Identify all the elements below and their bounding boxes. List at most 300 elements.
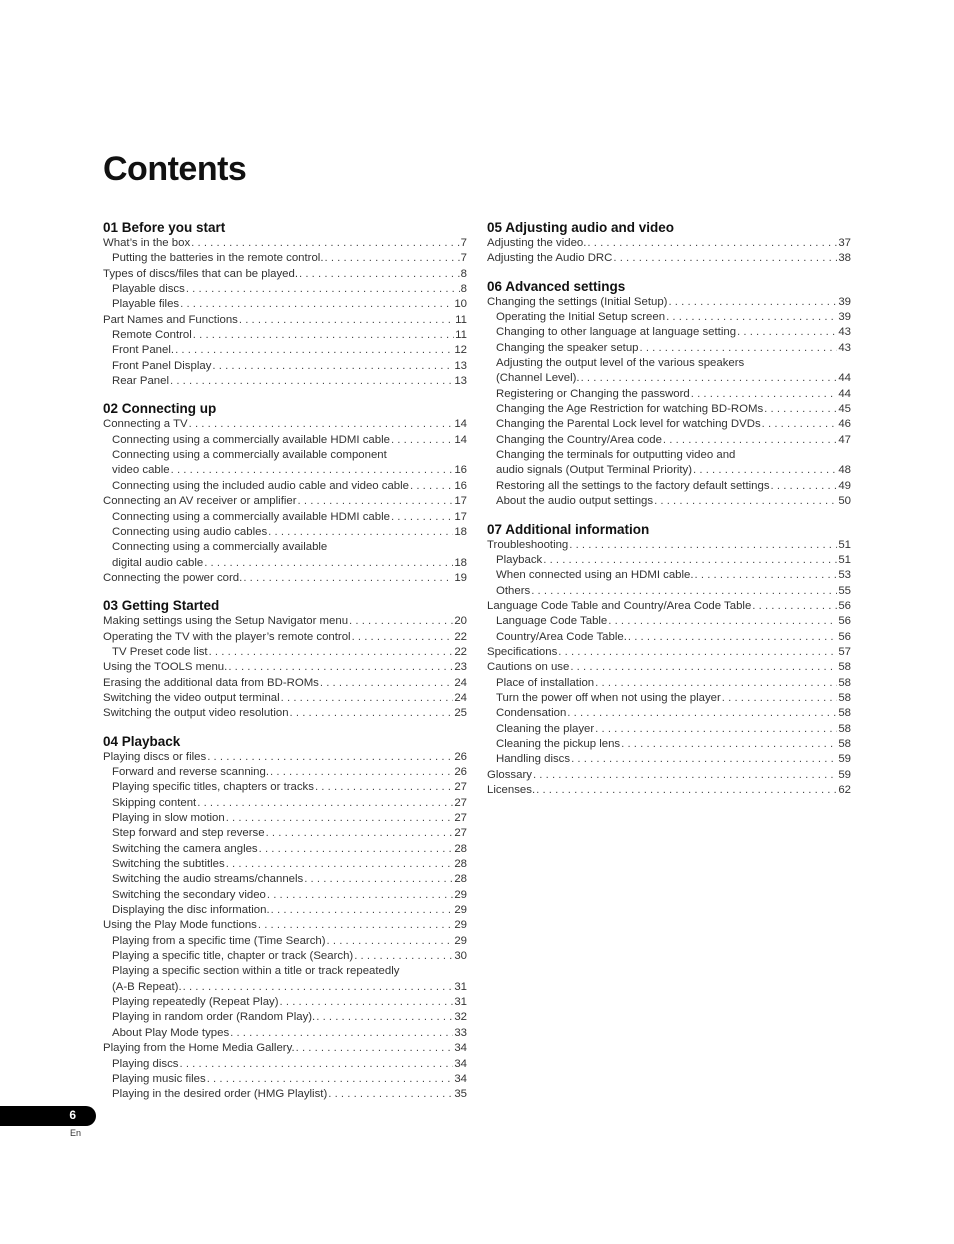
toc-entry[interactable] [103,949,467,964]
toc-entry[interactable] [103,494,467,509]
entry-page-number: 7 [460,252,467,265]
dot-leader [204,556,453,571]
entry-page-number: 11 [455,329,467,342]
entry-page-number: 33 [454,1026,467,1039]
entry-label: Playing in slow motion [112,812,225,824]
page-number: 6 [69,1108,76,1122]
entry-label: Using the Play Mode functions [103,919,257,932]
dot-leader [171,463,454,478]
entry-label: Playing discs [112,1057,179,1070]
entry-label: Using the TOOLS menu. [103,661,228,674]
entry-label: Place of installation [496,676,595,689]
section-title: 05 Adjusting audio and video [487,220,675,235]
entry-label: Connecting using a commercially available HDMI cable [112,510,390,523]
dot-leader [299,267,460,282]
entry-label: Playing a specific section within a title or track repeatedly [112,965,400,978]
entry-label: Playing from the Home Media Gallery. [103,1042,295,1055]
entry-label: Cleaning the player [496,722,595,735]
entry-page-number: 28 [454,873,467,886]
toc-entry[interactable] [487,310,851,325]
entry-label: About the audio output settings [496,495,654,508]
entry-page-number: 16 [454,464,467,477]
entry-page-number: 24 [454,691,467,704]
toc-entry[interactable] [103,313,467,328]
entry-label: Connecting using a commercially available [112,541,328,554]
entry-label: Cleaning the pickup lens [496,737,621,750]
toc-entry[interactable] [103,1010,467,1025]
toc-entry[interactable] [487,341,851,356]
toc-entry[interactable] [487,387,851,402]
toc-section [103,597,467,721]
entry-page-number: 62 [838,784,851,796]
toc-entry[interactable] [103,780,467,795]
dot-leader [695,568,838,583]
entry-label: Playing from a specific time (Time Search) [112,934,326,947]
toc-entry[interactable] [103,463,467,478]
entry-label: Connecting using audio cables [112,525,268,538]
dot-leader [628,630,837,645]
toc-entry[interactable] [103,448,467,463]
toc-entry[interactable] [487,630,851,645]
dot-leader [175,343,453,358]
dot-leader [536,783,837,798]
dot-leader [183,980,454,995]
toc-entry[interactable] [103,236,467,251]
entry-page-number: 22 [454,630,467,643]
toc-entry[interactable] [487,402,851,417]
toc-entry[interactable] [487,251,851,266]
entry-page-number: 35 [454,1088,467,1101]
toc-entry[interactable] [103,343,467,358]
toc-entry[interactable] [103,934,467,949]
entry-page-number: 24 [454,676,467,689]
entry-label: (Channel Level). [496,372,580,385]
entry-page-number: 32 [454,1011,467,1024]
toc-entry[interactable] [487,479,851,494]
entry-label: Restoring all the settings to the factory default settings [496,479,770,492]
entry-label: Adjusting the video. [487,237,587,249]
toc-entry[interactable] [103,645,467,660]
toc-section [103,219,467,389]
toc-entry[interactable] [487,691,851,706]
entry-label: Cautions on use [487,661,570,674]
toc-entry[interactable] [487,236,851,251]
entry-page-number: 43 [838,341,851,354]
entry-page-number: 58 [838,737,851,750]
dot-leader [613,251,837,266]
entry-page-number: 23 [454,661,467,674]
toc-entry[interactable] [487,768,851,783]
entry-label: Connecting an AV receiver or amplifier [103,495,297,508]
entry-label: What’s in the box [103,237,191,249]
dot-leader [543,553,837,568]
entry-page-number: 27 [454,812,467,824]
toc-entry[interactable] [103,630,467,645]
dot-leader [391,510,453,525]
toc-entry[interactable] [103,1057,467,1072]
entry-page-number: 58 [838,707,851,720]
toc-entry[interactable] [103,556,467,571]
toc-entry[interactable] [487,448,851,463]
toc-entry[interactable] [487,722,851,737]
toc-section [103,733,467,1103]
dot-leader [567,706,837,721]
entry-page-number: 31 [454,980,467,993]
entry-label: Playable files [112,298,180,311]
toc-entry[interactable] [103,328,467,343]
entry-label: Rear Panel [112,375,169,388]
section-title: 06 Advanced settings [487,278,626,294]
dot-leader [639,341,837,356]
dot-leader [170,374,453,389]
toc-entry[interactable] [103,417,467,432]
entry-label: Handling discs [496,753,571,766]
entry-label: Connecting using the included audio cable and video cable [112,479,410,492]
entry-label: (A-B Repeat). [112,980,182,993]
toc-entry[interactable] [487,614,851,629]
toc-entry[interactable] [103,267,467,282]
entry-page-number: 51 [838,553,851,566]
entry-label: Changing the speaker setup [496,341,639,354]
entry-label: Adjusting the Audio DRC [487,252,613,265]
entry-page-number: 19 [454,571,467,584]
entry-page-number: 27 [454,781,467,794]
toc-entry[interactable] [487,325,851,340]
entry-label: When connected using an HDMI cable. [496,569,694,582]
toc-entry[interactable] [487,645,851,660]
entry-page-number: 38 [838,252,851,265]
entry-label: TV Preset code list [112,645,208,658]
entry-page-number: 27 [454,796,467,809]
dot-leader [587,236,837,251]
toc-entry[interactable] [103,1026,467,1041]
dot-leader [239,313,454,328]
entry-page-number: 14 [454,433,467,446]
entry-label: Playing specific titles, chapters or tracks [112,781,314,794]
toc-entry[interactable] [487,584,851,599]
dot-leader [693,463,837,478]
toc-entry[interactable] [487,568,851,583]
toc-entry[interactable] [487,494,851,509]
entry-page-number: 7 [460,237,467,249]
entry-page-number: 28 [454,858,467,871]
dot-leader [207,1072,454,1087]
entry-label: Front Panel. [112,344,175,357]
toc-entry[interactable] [103,282,467,297]
section-title: 02 Connecting up [103,401,217,417]
toc-entry[interactable] [103,1041,467,1056]
toc-entry[interactable] [103,750,467,765]
dot-leader [691,387,838,402]
toc-entry[interactable] [487,433,851,448]
dot-leader [571,752,837,767]
dot-leader [663,433,837,448]
entry-page-number: 8 [460,267,467,280]
toc-entry[interactable] [487,463,851,478]
dot-leader [569,538,837,553]
dot-leader [654,494,837,509]
entry-page-number: 56 [838,599,851,612]
entry-label: Changing the Parental Lock level for watching DVDs [496,418,761,431]
entry-label: Forward and reverse scanning. [112,765,270,778]
entry-page-number: 25 [454,707,467,720]
toc-entry[interactable] [103,571,467,586]
entry-label: Glossary [487,768,532,781]
entry-page-number: 13 [454,375,467,388]
toc-entry[interactable] [103,540,467,555]
toc-entry[interactable] [103,765,467,780]
dot-leader [266,826,454,841]
entry-label: Changing the Country/Area code [496,433,662,446]
entry-label: Changing the Age Restriction for watching BD-ROMs [496,403,764,416]
dot-leader [197,796,453,811]
entry-page-number: 11 [455,313,467,326]
toc-entry[interactable] [487,737,851,752]
dot-leader [226,811,454,826]
toc-entry[interactable] [487,553,851,568]
entry-label: Adjusting the output level of the various speakers [496,357,745,370]
toc-entry[interactable] [103,297,467,312]
entry-page-number: 44 [838,387,851,400]
dot-leader [608,614,837,629]
entry-page-number: 58 [838,676,851,689]
page-number-tab [0,1106,96,1126]
entry-label: Playing a specific title, chapter or track (Search) [112,950,354,963]
toc-entry[interactable] [103,872,467,887]
dot-leader [230,1026,453,1041]
dot-leader [189,417,454,432]
entry-page-number: 29 [454,888,467,901]
entry-label: Changing the settings (Initial Setup) [487,295,668,308]
dot-leader [391,433,453,448]
toc-entry[interactable] [103,796,467,811]
entry-label: Front Panel Display [112,359,212,372]
dot-leader [315,780,453,795]
dot-leader [280,995,454,1010]
entry-label: Connecting a TV [103,418,188,431]
toc-entry[interactable] [487,356,851,371]
dot-leader [752,599,837,614]
dot-leader [570,660,837,675]
entry-label: Operating the TV with the player’s remote control [103,630,351,643]
toc-entry[interactable] [103,676,467,691]
entry-label: Playing in the desired order (HMG Playlist) [112,1088,328,1101]
entry-page-number: 12 [454,344,467,357]
toc-entry[interactable] [103,964,467,979]
entry-page-number: 8 [460,283,467,296]
entry-label: Troubleshooting [487,538,569,551]
dot-leader [207,750,453,765]
entry-page-number: 51 [838,538,851,551]
entry-label: Condensation [496,707,567,720]
dot-leader [764,402,837,417]
dot-leader [621,737,837,752]
toc-entry[interactable] [487,538,851,553]
dot-leader [281,691,454,706]
toc-entry[interactable] [103,479,467,494]
dot-leader [180,297,453,312]
entry-page-number: 44 [838,372,851,385]
entry-page-number: 13 [454,359,467,372]
entry-label: audio signals (Output Terminal Priority) [496,464,693,477]
entry-label: Making settings using the Setup Navigator menu [103,615,349,628]
toc-entry[interactable] [103,706,467,721]
entry-page-number: 56 [838,615,851,628]
entry-page-number: 16 [454,479,467,492]
entry-label: Connecting using a commercially available component [112,449,387,462]
entry-label: video cable [112,464,170,477]
entry-page-number: 20 [454,615,467,628]
entry-label: Switching the video output terminal [103,691,280,704]
toc-entry[interactable] [487,417,851,432]
entry-page-number: 29 [454,919,467,932]
toc-entry[interactable] [487,676,851,691]
dot-leader [304,872,453,887]
dot-leader [320,676,453,691]
entry-page-number: 14 [454,418,467,431]
entry-page-number: 27 [454,827,467,840]
toc-entry[interactable] [103,826,467,841]
entry-label: Switching the secondary video [112,888,266,901]
dot-leader [737,325,837,340]
entry-page-number: 28 [454,842,467,855]
toc-entry[interactable] [487,295,851,310]
toc-entry[interactable] [103,918,467,933]
entry-page-number: 29 [454,904,467,917]
toc-entry[interactable] [103,510,467,525]
entry-page-number: 37 [838,237,851,249]
dot-leader [328,1087,453,1102]
toc-entry[interactable] [103,1087,467,1102]
entry-page-number: 39 [838,311,851,324]
entry-page-number: 30 [454,950,467,963]
toc-entry[interactable] [103,525,467,540]
toc-entry[interactable] [103,811,467,826]
dot-leader [352,630,454,645]
entry-page-number: 55 [838,584,851,597]
entry-page-number: 17 [454,495,467,508]
toc-entry[interactable] [103,614,467,629]
entry-label: Connecting the power cord. [103,571,243,584]
entry-page-number: 49 [838,479,851,492]
dot-leader [296,1041,454,1056]
toc-entry[interactable] [103,995,467,1010]
toc-entry[interactable] [103,660,467,675]
section-title: 07 Additional information [487,521,650,537]
toc-entry[interactable] [487,783,851,798]
dot-leader [668,295,837,310]
toc-entry[interactable] [103,359,467,374]
dot-leader [722,691,838,706]
entry-label: Language Code Table [496,615,608,628]
toc-section [103,400,467,586]
dot-leader [581,371,838,386]
toc-entry[interactable] [103,691,467,706]
dot-leader [191,236,459,251]
entry-label: Connecting using a commercially available HDMI cable [112,433,390,446]
entry-label: digital audio cable [112,556,204,569]
toc-column-left [103,219,467,1114]
dot-leader [226,857,454,872]
toc-entry[interactable] [103,857,467,872]
toc-entry[interactable] [487,752,851,767]
toc-entry[interactable] [103,433,467,448]
entry-label: Others [496,584,531,597]
toc-entry[interactable] [103,1072,467,1087]
dot-leader [268,525,453,540]
entry-page-number: 53 [838,569,851,582]
toc-entry[interactable] [103,980,467,995]
entry-label: Playing in random order (Random Play). [112,1011,316,1024]
entry-page-number: 31 [454,996,467,1009]
toc-entry[interactable] [103,903,467,918]
toc-entry[interactable] [103,842,467,857]
entry-page-number: 10 [454,298,467,311]
entry-page-number: 46 [838,418,851,431]
entry-label: Licenses. [487,784,536,796]
dot-leader [327,934,454,949]
entry-page-number: 47 [838,433,851,446]
dot-leader [533,768,837,783]
dot-leader [595,722,837,737]
entry-label: Remote Control [112,329,192,342]
dot-leader [209,645,454,660]
toc-entry[interactable] [103,374,467,389]
entry-label: Switching the output video resolution [103,707,289,720]
entry-label: About Play Mode types [112,1026,230,1039]
entry-page-number: 29 [454,934,467,947]
dot-leader [243,571,453,586]
toc-section [487,278,851,510]
dot-leader [354,949,453,964]
toc-entry[interactable] [103,888,467,903]
toc-entry[interactable] [103,251,467,266]
entry-page-number: 58 [838,722,851,735]
toc-section [487,219,851,267]
entry-label: Playing music files [112,1072,206,1085]
section-title: 03 Getting Started [103,598,220,614]
entry-label: Playable discs [112,283,185,296]
dot-leader [762,417,838,432]
toc-entry[interactable] [487,599,851,614]
dot-leader [258,918,453,933]
dot-leader [259,842,454,857]
dot-leader [595,676,837,691]
entry-page-number: 58 [838,661,851,674]
entry-page-number: 43 [838,326,851,339]
dot-leader [349,614,453,629]
toc-entry[interactable] [487,706,851,721]
entry-label: Types of discs/files that can be played. [103,267,299,280]
entry-page-number: 59 [838,768,851,781]
entry-page-number: 58 [838,691,851,704]
toc-entry[interactable] [487,371,851,386]
entry-label: Specifications [487,645,558,658]
entry-label: Part Names and Functions [103,313,238,326]
dot-leader [410,479,453,494]
entry-page-number: 34 [454,1072,467,1085]
dot-leader [298,494,454,509]
dot-leader [179,1057,453,1072]
dot-leader [771,479,838,494]
dot-leader [666,310,837,325]
entry-page-number: 22 [454,645,467,658]
entry-page-number: 17 [454,510,467,523]
section-title: 04 Playback [103,733,181,749]
entry-label: Country/Area Code Table. [496,630,627,643]
entry-page-number: 34 [454,1042,467,1055]
toc-entry[interactable] [487,660,851,675]
